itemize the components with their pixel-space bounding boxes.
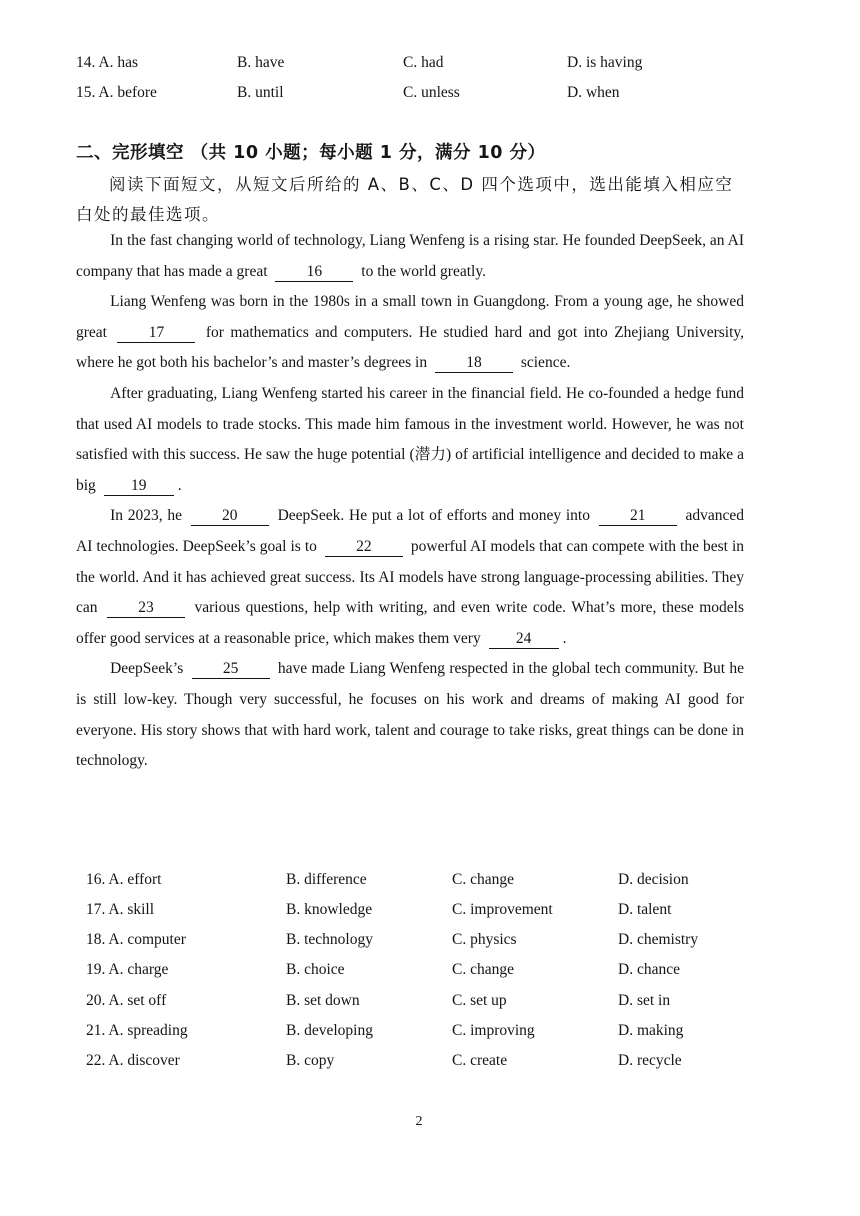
passage-text: . (562, 629, 567, 647)
passage-paragraph-2 (76, 287, 744, 379)
option-d: D. chemistry (618, 931, 699, 948)
blank-16: 16 (275, 263, 353, 282)
passage-paragraph-5 (76, 654, 744, 776)
blank-22: 22 (325, 538, 403, 557)
option-d: D. recycle (618, 1052, 682, 1069)
option-b: B. choice (286, 961, 345, 978)
passage-text: DeepSeek’s (110, 660, 184, 678)
option-row-19 (86, 958, 786, 982)
option-d: D. when (567, 84, 620, 101)
blank-20: 20 (191, 507, 269, 526)
option-c: C. change (452, 871, 514, 888)
option-c: C. improving (452, 1022, 535, 1039)
option-b: B. developing (286, 1022, 373, 1039)
passage-text: various questions, help with writing, and even write code. What’s more, these models offer good services at a reasonable price, which makes them very (76, 599, 745, 647)
passage-text: . (177, 476, 182, 494)
passage-text: science. (520, 354, 571, 372)
section-title: 二、完形填空 （共 10 小题；每小题 1 分，满分 10 分） (76, 143, 546, 163)
option-row-14 (76, 51, 776, 75)
passage-text: Liang Wenfeng was born in the 1980s in a small town in Guangdong. From a young age, he showed great (76, 293, 744, 341)
option-d: D. making (618, 1022, 684, 1039)
option-d: D. set in (618, 992, 671, 1009)
option-b: B. knowledge (286, 901, 373, 918)
blank-18: 18 (435, 354, 513, 373)
option-b: B. set down (286, 992, 360, 1009)
passage-paragraph-4 (76, 501, 744, 654)
passage-text: In 2023, he (110, 507, 183, 525)
blank-21: 21 (599, 507, 677, 526)
option-a: 17. A. skill (86, 901, 155, 918)
option-b: B. difference (286, 871, 367, 888)
option-b: B. until (237, 84, 284, 101)
option-a: 15. A. before (76, 84, 157, 101)
blank-19: 19 (104, 477, 174, 496)
option-d: D. decision (618, 871, 689, 888)
passage-text: powerful AI models that can compete with the best in the world. And it has achieved great success. Its AI models have strong language-processing abilities. They can (76, 537, 745, 617)
option-c: C. change (452, 961, 514, 978)
option-d: D. is having (567, 54, 643, 71)
option-a: 18. A. computer (86, 931, 186, 948)
option-row-17 (86, 898, 786, 922)
blank-24: 24 (489, 630, 559, 649)
blank-17: 17 (117, 324, 195, 343)
option-row-16 (86, 868, 786, 892)
passage-text: to the world greatly. (361, 262, 486, 280)
option-row-18 (86, 928, 786, 952)
option-b: B. copy (286, 1052, 335, 1069)
option-c: C. had (403, 54, 444, 71)
page-number: 2 (415, 1114, 423, 1129)
option-row-22 (86, 1049, 786, 1073)
blank-23: 23 (107, 599, 185, 618)
option-c: C. unless (403, 84, 460, 101)
passage-text: After graduating, Liang Wenfeng started his career in the financial field. He co-founded a hedge fund that used AI models to trade stocks. This made him famous in the investment world. However, he was not satisfied with this success. He saw the huge potential (潜力) of artificial intelligence and decided to make a big (76, 384, 744, 494)
option-a: 14. A. has (76, 54, 138, 71)
option-a: 20. A. set off (86, 992, 167, 1009)
cloze-passage (76, 226, 744, 777)
option-c: C. create (452, 1052, 508, 1069)
option-row-20 (86, 989, 786, 1013)
option-c: C. physics (452, 931, 517, 948)
blank-25: 25 (192, 660, 270, 679)
option-a: 21. A. spreading (86, 1022, 188, 1039)
option-b: B. technology (286, 931, 373, 948)
passage-text: In the fast changing world of technology, Liang Wenfeng is a rising star. He founded DeepSeek, an AI company that has made a great (76, 232, 744, 280)
option-b: B. have (237, 54, 285, 71)
passage-text: DeepSeek. He put a lot of efforts and money into (277, 507, 590, 525)
option-d: D. chance (618, 961, 680, 978)
passage-text: advanced AI technologies. DeepSeek’s goal is to (76, 507, 745, 555)
option-a: 19. A. charge (86, 961, 169, 978)
passage-text: have made Liang Wenfeng respected in the global tech community. But he is still low-key. Though very successful, he focuses on his work and dreams of making AI good for everyone. His story shows that with hard work, talent and courage to take risks, great things can be done in technology. (76, 660, 745, 770)
passage-text: for mathematics and computers. He studied hard and got into Zhejiang University, where he got both his bachelor’s and master’s degrees in (76, 323, 745, 372)
option-d: D. talent (618, 901, 672, 918)
section-instruction: 阅读下面短文，从短文后所给的 A、B、C、D 四个选项中，选出能填入相应空白处的最佳选项。 (76, 175, 734, 224)
option-row-21 (86, 1019, 786, 1043)
option-c: C. improvement (452, 901, 553, 918)
option-a: 22. A. discover (86, 1052, 180, 1069)
option-c: C. set up (452, 992, 507, 1009)
option-row-15 (76, 81, 776, 105)
option-a: 16. A. effort (86, 871, 162, 888)
passage-paragraph-3 (76, 379, 744, 501)
passage-paragraph-1 (76, 226, 744, 287)
